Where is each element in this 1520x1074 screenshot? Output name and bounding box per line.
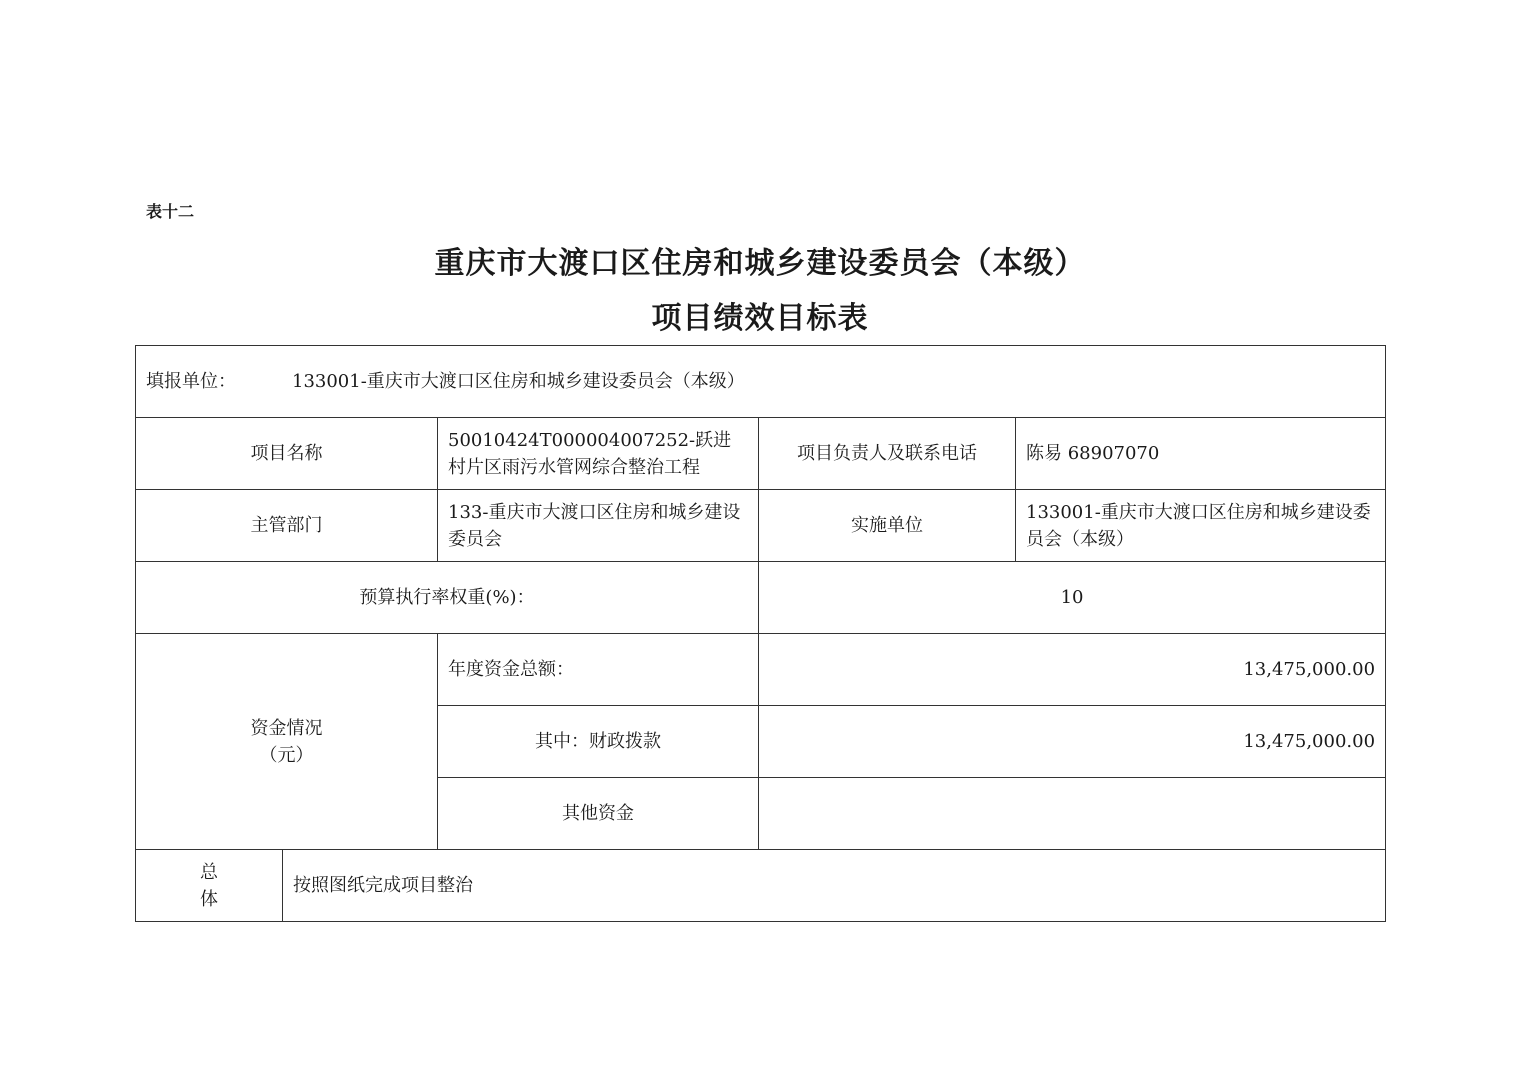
performance-target-table bbox=[135, 345, 1386, 922]
filing-unit-cell bbox=[136, 346, 1386, 418]
page-title: 重庆市大渡口区住房和城乡建设委员会（本级） bbox=[434, 246, 1086, 281]
annual-total-row bbox=[136, 634, 1386, 706]
annual-total-label: 年度资金总额： bbox=[438, 634, 759, 706]
page-subtitle: 项目绩效目标表 bbox=[651, 301, 869, 336]
annual-total-value: 13,475,000.00 bbox=[759, 634, 1386, 706]
overall-label-line1: 总 bbox=[200, 861, 218, 883]
fiscal-label: 其中：财政拨款 bbox=[438, 706, 759, 778]
filing-unit-value: 133001-重庆市大渡口区住房和城乡建设委员会（本级） bbox=[292, 371, 745, 392]
funds-label-line2: （元） bbox=[259, 744, 314, 766]
funds-label-line1: 资金情况 bbox=[250, 717, 323, 739]
overall-label bbox=[136, 850, 283, 922]
overall-goal-value: 按照图纸完成项目整治 bbox=[283, 850, 1386, 922]
budget-weight-value: 10 bbox=[759, 562, 1386, 634]
filing-unit-label: 填报单位： bbox=[146, 371, 236, 392]
project-lead-label: 项目负责人及联系电话 bbox=[759, 418, 1016, 490]
department-label: 主管部门 bbox=[136, 490, 438, 562]
project-name-value: 50010424T000004007252-跃进村片区雨污水管网综合整治工程 bbox=[438, 418, 759, 490]
filing-unit-row bbox=[136, 346, 1386, 418]
overall-label-line2: 体 bbox=[200, 888, 218, 910]
department-row bbox=[136, 490, 1386, 562]
budget-weight-label: 预算执行率权重(%)： bbox=[136, 562, 759, 634]
overall-goal-row bbox=[136, 850, 1386, 922]
funds-label bbox=[136, 634, 438, 850]
department-value: 133-重庆市大渡口区住房和城乡建设委员会 bbox=[438, 490, 759, 562]
table-number: 表十二 bbox=[146, 202, 195, 221]
project-name-row bbox=[136, 418, 1386, 490]
implementer-label: 实施单位 bbox=[759, 490, 1016, 562]
other-funds-label: 其他资金 bbox=[438, 778, 759, 850]
fiscal-value: 13,475,000.00 bbox=[759, 706, 1386, 778]
other-funds-value bbox=[759, 778, 1386, 850]
project-lead-value: 陈易 68907070 bbox=[1016, 418, 1386, 490]
project-name-label: 项目名称 bbox=[136, 418, 438, 490]
budget-weight-row bbox=[136, 562, 1386, 634]
implementer-value: 133001-重庆市大渡口区住房和城乡建设委员会（本级） bbox=[1016, 490, 1386, 562]
